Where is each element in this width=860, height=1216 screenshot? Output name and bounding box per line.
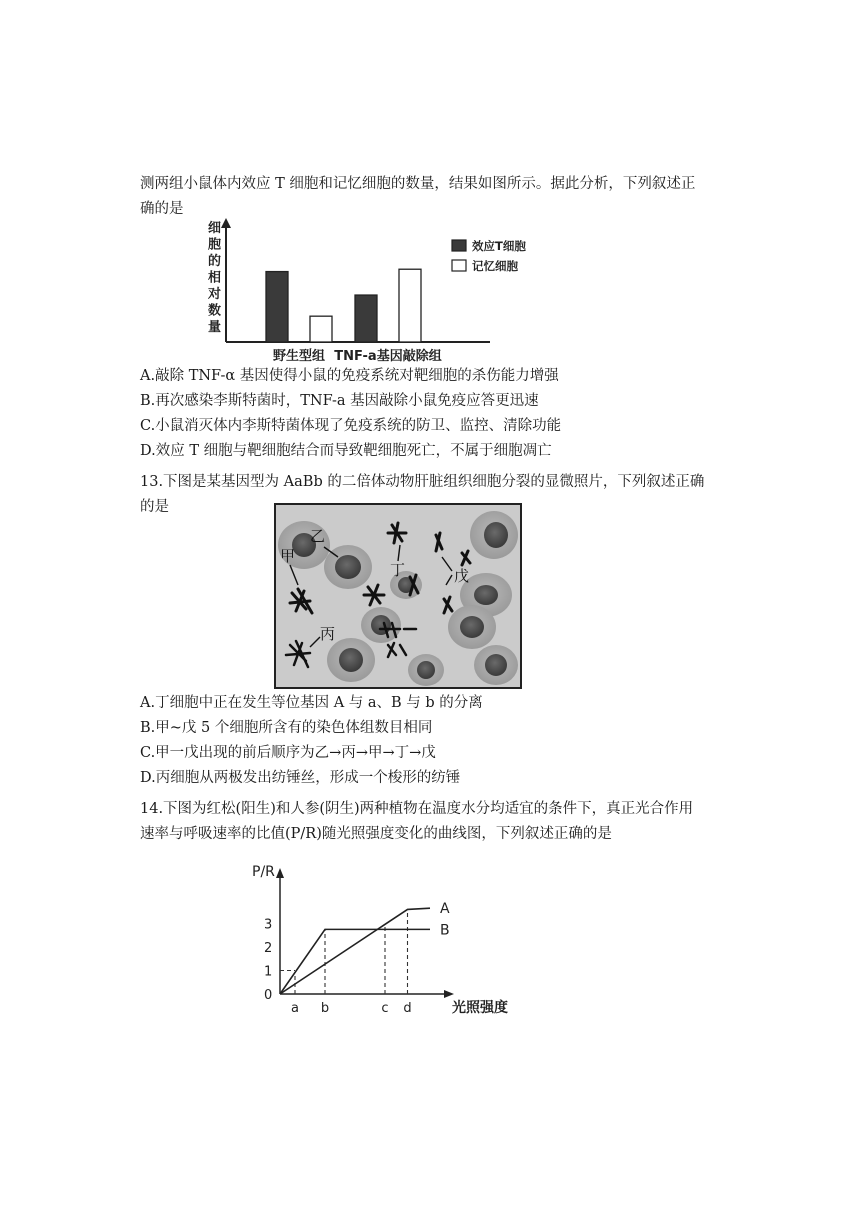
q12-bar-effector-1	[355, 295, 377, 342]
q12-bar-memory-0	[310, 316, 332, 342]
q12-option-c: C.小鼠消灭体内李斯特菌体现了免疫系统的防卫、监控、清除功能	[140, 418, 562, 434]
q14-stem-line2: 速率与呼吸速率的比值(P/R)随光照强度变化的曲线图，下列叙述正确的是	[140, 826, 612, 842]
q12-bar-chart	[190, 214, 550, 364]
q12-legend-label-1: 记忆细胞	[472, 259, 518, 273]
q14-xtick-label-d: d	[403, 1001, 412, 1016]
q14-ytick-label-3: 3	[264, 917, 273, 933]
q12-bar-memory-1	[399, 269, 421, 342]
q12-option-b: B.再次感染李斯特菌时，TNF-a 基因敲除小鼠免疫应答更迅速	[140, 393, 539, 409]
q12-ylabel: 细胞的相对数量	[208, 221, 222, 335]
q12-bar-effector-0	[266, 272, 288, 342]
q12-legend-swatch-1	[452, 260, 466, 271]
q14-x-arrow	[444, 990, 454, 998]
q14-y-arrow	[276, 868, 284, 878]
q13-stem-line2: 的是	[140, 499, 169, 515]
q13-stem-line1: 13.下图是某基因型为 AaBb 的二倍体动物肝脏组织细胞分裂的显微照片，下列叙述正确	[140, 474, 705, 490]
micrograph-image	[276, 505, 520, 687]
q12-option-d: D.效应 T 细胞与靶细胞结合而导致靶细胞死亡，不属于细胞凋亡	[140, 443, 552, 459]
q13-option-a: A.丁细胞中正在发生等位基因 A 与 a、B 与 b 的分离	[140, 695, 483, 711]
q14-ytick-label-2: 2	[264, 941, 273, 956]
q14-xtick-label-a: a	[291, 1001, 299, 1016]
photo-label-ding: 丁	[390, 561, 406, 579]
micrograph-photo	[274, 503, 522, 689]
q14-line-chart	[250, 862, 550, 1022]
q12-category-label-1: TNF-a基因敲除组	[334, 349, 442, 364]
photo-label-jia: 甲	[280, 547, 296, 565]
q12-stem-line2: 确的是	[140, 201, 184, 217]
q12-category-label-0: 野生型组	[272, 349, 326, 364]
photo-label-wu: 戊	[454, 567, 470, 585]
q12-legend-label-0: 效应T细胞	[472, 239, 526, 253]
q14-ylabel: P/R	[252, 864, 275, 880]
q12-option-a: A.敲除 TNF-α 基因使得小鼠的免疫系统对靶细胞的杀伤能力增强	[140, 368, 559, 384]
photo-label-yi: 乙	[310, 527, 326, 545]
q14-xlabel: 光照强度	[452, 1000, 508, 1016]
photo-label-bing: 丙	[320, 625, 336, 643]
q12-legend-swatch-0	[452, 240, 466, 251]
q14-xtick-label-c: c	[381, 1001, 389, 1016]
q14-series-label-B: B	[440, 922, 450, 939]
q13-option-d: D.丙细胞从两极发出纺锤丝，形成一个梭形的纺锤	[140, 770, 461, 786]
q13-option-c: C.甲一戊出现的前后顺序为乙→丙→甲→丁→戊	[140, 745, 436, 761]
q14-stem-line1: 14.下图为红松(阳生)和人参(阴生)两种植物在温度水分均适宜的条件下，真正光合作用	[140, 801, 694, 817]
q12-stem-line1: 测两组小鼠体内效应 T 细胞和记忆细胞的数量，结果如图所示。据此分析，下列叙述正	[140, 176, 696, 192]
q12-y-arrow	[221, 218, 231, 228]
q14-ytick-label-1: 1	[264, 964, 273, 980]
q14-series-label-A: A	[440, 901, 450, 918]
q14-ytick-label-0: 0	[264, 988, 273, 1003]
q14-xtick-label-b: b	[320, 1001, 330, 1016]
q13-option-b: B.甲~戊 5 个细胞所含有的染色体组数目相同	[140, 720, 433, 736]
